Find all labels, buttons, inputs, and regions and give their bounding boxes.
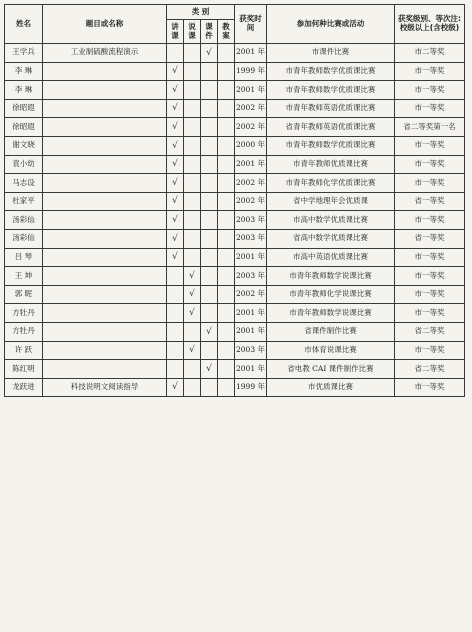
cell-title (43, 136, 167, 155)
table-row (5, 155, 465, 174)
cell-competition: 省电教 CAI 课件制作比赛 (267, 360, 395, 379)
cell-name: 许 跃 (5, 341, 43, 360)
cell-level: 省一等奖 (395, 229, 465, 248)
cell-talk-check (184, 378, 201, 397)
cell-competition: 省高中数学优质课比赛 (267, 229, 395, 248)
cell-talk-check (184, 44, 201, 63)
cell-plan-check (218, 211, 235, 230)
cell-courseware-check (201, 192, 218, 211)
table-row (5, 322, 465, 341)
cell-competition: 省中学地理年会优质课 (267, 192, 395, 211)
table-row (5, 229, 465, 248)
cell-talk-check (184, 322, 201, 341)
cell-name: 方牡丹 (5, 322, 43, 341)
cell-competition: 市青年教师优质课比赛 (267, 155, 395, 174)
table-row (5, 174, 465, 193)
table-row (5, 248, 465, 267)
cell-time: 2001 年 (235, 81, 267, 100)
cell-talk-check (184, 99, 201, 118)
cell-time: 2001 年 (235, 155, 267, 174)
cell-title (43, 304, 167, 323)
cell-lecture-check: √ (167, 378, 184, 397)
cell-lecture-check: √ (167, 118, 184, 137)
cell-name: 汤彩仙 (5, 211, 43, 230)
cell-lecture-check: √ (167, 62, 184, 81)
cell-competition: 市体育说课比赛 (267, 341, 395, 360)
cell-time: 1999 年 (235, 378, 267, 397)
cell-talk-check: √ (184, 267, 201, 286)
cell-level: 市一等奖 (395, 174, 465, 193)
header-name: 姓名 (5, 5, 43, 44)
cell-plan-check (218, 136, 235, 155)
cell-lecture-check: √ (167, 99, 184, 118)
cell-lecture-check: √ (167, 192, 184, 211)
cell-talk-check: √ (184, 341, 201, 360)
cell-plan-check (218, 229, 235, 248)
cell-name: 杜家平 (5, 192, 43, 211)
cell-lecture-check (167, 285, 184, 304)
table-row (5, 211, 465, 230)
cell-talk-check (184, 62, 201, 81)
cell-competition: 市青年教师数学说课比赛 (267, 267, 395, 286)
header-category-courseware: 课件 (201, 20, 218, 44)
cell-courseware-check (201, 81, 218, 100)
cell-plan-check (218, 155, 235, 174)
cell-title (43, 81, 167, 100)
cell-talk-check (184, 192, 201, 211)
cell-plan-check (218, 248, 235, 267)
cell-talk-check (184, 81, 201, 100)
cell-title (43, 248, 167, 267)
cell-courseware-check (201, 118, 218, 137)
cell-title (43, 360, 167, 379)
cell-level: 市二等奖 (395, 44, 465, 63)
cell-title (43, 174, 167, 193)
cell-name: 方牡丹 (5, 304, 43, 323)
cell-time: 2003 年 (235, 341, 267, 360)
cell-talk-check: √ (184, 285, 201, 304)
header-category-lecture: 讲课 (167, 20, 184, 44)
cell-title (43, 62, 167, 81)
cell-competition: 市高中数学优质课比赛 (267, 211, 395, 230)
cell-plan-check (218, 285, 235, 304)
cell-time: 1999 年 (235, 62, 267, 81)
cell-title (43, 192, 167, 211)
cell-level: 市一等奖 (395, 304, 465, 323)
cell-level: 市一等奖 (395, 136, 465, 155)
cell-lecture-check (167, 267, 184, 286)
cell-courseware-check: √ (201, 322, 218, 341)
cell-name: 郭 昵 (5, 285, 43, 304)
table-row (5, 136, 465, 155)
cell-name: 陈红明 (5, 360, 43, 379)
cell-talk-check (184, 136, 201, 155)
cell-name: 龙跃进 (5, 378, 43, 397)
cell-competition: 省课件制作比赛 (267, 322, 395, 341)
cell-lecture-check: √ (167, 155, 184, 174)
table-row (5, 62, 465, 81)
header-category: 类 别 (167, 5, 235, 20)
cell-level: 市一等奖 (395, 267, 465, 286)
header-title: 题目或名称 (43, 5, 167, 44)
cell-name: 马志设 (5, 174, 43, 193)
cell-title (43, 229, 167, 248)
cell-lecture-check (167, 341, 184, 360)
cell-competition: 市高中英语优质课比赛 (267, 248, 395, 267)
cell-lecture-check: √ (167, 136, 184, 155)
cell-competition: 市课件比赛 (267, 44, 395, 63)
table-row (5, 267, 465, 286)
table-row (5, 118, 465, 137)
cell-time: 2001 年 (235, 360, 267, 379)
cell-talk-check (184, 229, 201, 248)
cell-plan-check (218, 322, 235, 341)
cell-plan-check (218, 174, 235, 193)
cell-name: 王 坤 (5, 267, 43, 286)
cell-title (43, 155, 167, 174)
cell-courseware-check: √ (201, 360, 218, 379)
cell-plan-check (218, 99, 235, 118)
cell-plan-check (218, 360, 235, 379)
cell-time: 2002 年 (235, 118, 267, 137)
cell-courseware-check (201, 378, 218, 397)
cell-time: 2002 年 (235, 285, 267, 304)
cell-plan-check (218, 192, 235, 211)
cell-courseware-check (201, 229, 218, 248)
cell-lecture-check: √ (167, 174, 184, 193)
cell-level: 市一等奖 (395, 99, 465, 118)
cell-courseware-check: √ (201, 44, 218, 63)
cell-level: 市一等奖 (395, 341, 465, 360)
cell-name: 谢文晓 (5, 136, 43, 155)
table-row (5, 81, 465, 100)
header-level: 获奖级别、等次注:校级以上(含校级) (395, 5, 465, 44)
cell-time: 2003 年 (235, 211, 267, 230)
header-competition: 参加何种比赛或活动 (267, 5, 395, 44)
cell-courseware-check (201, 99, 218, 118)
cell-name: 李 琳 (5, 62, 43, 81)
cell-level: 市一等奖 (395, 285, 465, 304)
cell-title (43, 285, 167, 304)
cell-level: 市一等奖 (395, 155, 465, 174)
cell-name: 汤彩仙 (5, 229, 43, 248)
cell-level: 市一等奖 (395, 81, 465, 100)
cell-title: 科技说明文阅读指导 (43, 378, 167, 397)
awards-table (4, 4, 465, 397)
cell-lecture-check: √ (167, 229, 184, 248)
table-row (5, 378, 465, 397)
cell-lecture-check (167, 322, 184, 341)
cell-level: 市一等奖 (395, 248, 465, 267)
cell-competition: 市优质课比赛 (267, 378, 395, 397)
table-row (5, 341, 465, 360)
cell-talk-check: √ (184, 304, 201, 323)
cell-lecture-check (167, 360, 184, 379)
cell-courseware-check (201, 62, 218, 81)
cell-time: 2001 年 (235, 322, 267, 341)
cell-plan-check (218, 378, 235, 397)
cell-time: 2002 年 (235, 99, 267, 118)
cell-name: 王学兵 (5, 44, 43, 63)
cell-lecture-check: √ (167, 211, 184, 230)
cell-name: 袁小幼 (5, 155, 43, 174)
cell-courseware-check (201, 211, 218, 230)
cell-talk-check (184, 360, 201, 379)
cell-talk-check (184, 118, 201, 137)
cell-level: 市一等奖 (395, 62, 465, 81)
table-body (5, 44, 465, 397)
cell-time: 2001 年 (235, 304, 267, 323)
cell-lecture-check: √ (167, 81, 184, 100)
cell-plan-check (218, 118, 235, 137)
cell-title (43, 211, 167, 230)
cell-lecture-check (167, 304, 184, 323)
cell-courseware-check (201, 136, 218, 155)
cell-competition: 市青年教师化学说课比赛 (267, 285, 395, 304)
cell-title (43, 322, 167, 341)
table-row (5, 304, 465, 323)
cell-talk-check (184, 248, 201, 267)
header-category-plan: 教案 (218, 20, 235, 44)
cell-level: 市一等奖 (395, 378, 465, 397)
cell-talk-check (184, 211, 201, 230)
table-row (5, 285, 465, 304)
cell-level: 省一等奖 (395, 192, 465, 211)
cell-competition: 市青年教师数学说课比赛 (267, 304, 395, 323)
cell-plan-check (218, 267, 235, 286)
cell-level: 省二等奖 (395, 360, 465, 379)
table-header (5, 5, 465, 44)
cell-time: 2000 年 (235, 136, 267, 155)
cell-talk-check (184, 174, 201, 193)
cell-name: 吕 琴 (5, 248, 43, 267)
cell-name: 徐昭遐 (5, 99, 43, 118)
cell-plan-check (218, 62, 235, 81)
cell-time: 2001 年 (235, 44, 267, 63)
cell-time: 2003 年 (235, 267, 267, 286)
cell-competition: 市青年教师数学优质课比赛 (267, 81, 395, 100)
cell-plan-check (218, 81, 235, 100)
cell-competition: 市青年教师化学优质课比赛 (267, 174, 395, 193)
cell-plan-check (218, 341, 235, 360)
cell-courseware-check (201, 174, 218, 193)
cell-competition: 市青年教师数学优质课比赛 (267, 136, 395, 155)
cell-time: 2002 年 (235, 174, 267, 193)
cell-courseware-check (201, 267, 218, 286)
cell-title (43, 99, 167, 118)
cell-competition: 省青年教师英语优质课比赛 (267, 118, 395, 137)
cell-level: 市一等奖 (395, 211, 465, 230)
cell-courseware-check (201, 155, 218, 174)
cell-name: 李 琳 (5, 81, 43, 100)
cell-courseware-check (201, 248, 218, 267)
cell-title (43, 341, 167, 360)
cell-courseware-check (201, 341, 218, 360)
cell-level: 省二等奖 (395, 322, 465, 341)
table-row (5, 192, 465, 211)
header-time: 获奖时间 (235, 5, 267, 44)
table-row (5, 44, 465, 63)
cell-talk-check (184, 155, 201, 174)
cell-name: 徐昭遐 (5, 118, 43, 137)
cell-time: 2003 年 (235, 229, 267, 248)
cell-lecture-check: √ (167, 248, 184, 267)
cell-level: 省二等奖第一名 (395, 118, 465, 137)
cell-plan-check (218, 44, 235, 63)
cell-time: 2002 年 (235, 192, 267, 211)
cell-title: 工业制硫酸流程演示 (43, 44, 167, 63)
cell-plan-check (218, 304, 235, 323)
header-category-talk: 说课 (184, 20, 201, 44)
cell-courseware-check (201, 285, 218, 304)
table-row (5, 99, 465, 118)
cell-time: 2001 年 (235, 248, 267, 267)
cell-title (43, 118, 167, 137)
cell-competition: 市青年教师英语优质课比赛 (267, 99, 395, 118)
cell-title (43, 267, 167, 286)
cell-lecture-check (167, 44, 184, 63)
table-row (5, 360, 465, 379)
cell-courseware-check (201, 304, 218, 323)
cell-competition: 市青年教师数学优质课比赛 (267, 62, 395, 81)
